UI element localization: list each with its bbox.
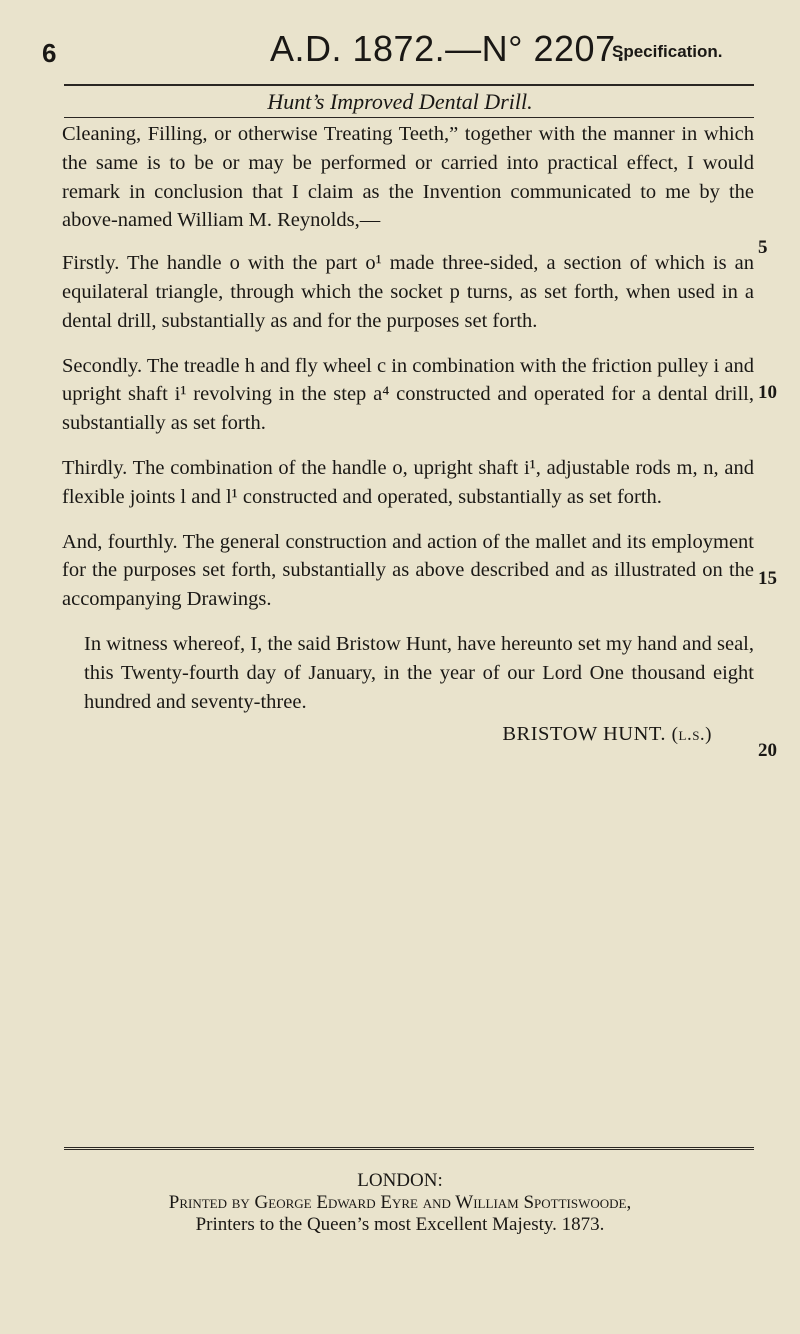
colophon-printers: Printers to the Queen’s most Excellent Majesty. 1873.	[195, 1214, 605, 1235]
colophon-city: LONDON:	[357, 1170, 443, 1191]
paragraph-firstly: Firstly. The handle o with the part o¹ made three-sided, a section of which is an equilateral triangle, through which the socket p turns, as set forth, when used in a dental drill, substantially as and for the purposes set forth.	[62, 252, 754, 332]
patent-title: A.D. 1872.—N° 2207.	[270, 28, 627, 69]
paragraph-witness: In witness whereof, I, the said Bristow Hunt, have hereunto set my hand and seal, this Twenty-fourth day of January, in the year of our Lord One thousand eight hundred and seventy-three.	[84, 632, 754, 713]
seal-mark: (l.s.)	[671, 724, 712, 746]
colophon-printed-by: Printed by George Edward Eyre and William Spottiswoode,	[168, 1192, 632, 1213]
colophon	[0, 1170, 800, 1236]
subtitle-rule	[64, 117, 754, 118]
page-header	[0, 28, 800, 78]
line-number-15: 15	[758, 568, 777, 589]
specification-label: Specification.	[612, 42, 723, 61]
line-number-10: 10	[758, 382, 777, 403]
line-number-20: 20	[758, 740, 777, 761]
paragraph-intro: Cleaning, Filling, or otherwise Treating Teeth,” together with the manner in which the same is to be or may be performed or carried into practical effect, I would remark in conclusion that I claim as the Invention communicated to me by the above-named William M. Reynolds,—	[62, 123, 754, 232]
paragraph-fourthly: And, fourthly. The general construction and action of the mallet and its employment for the purposes set forth, substantially as above described and as illustrated on the accompanying Drawings.	[62, 530, 754, 611]
specification-body	[62, 120, 754, 750]
signatory-name: BRISTOW HUNT.	[502, 723, 667, 746]
running-title: Hunt’s Improved Dental Drill.	[267, 89, 533, 114]
line-number-5: 5	[758, 237, 768, 258]
signature	[62, 720, 754, 750]
header-rule	[64, 84, 754, 86]
paragraph-thirdly: Thirdly. The combination of the handle o, upright shaft i¹, adjustable rods m, n, and flexible joints l and l¹ constructed and operated, substantially as set forth.	[62, 456, 754, 508]
footer-rule	[64, 1147, 754, 1150]
page-number: 6	[42, 38, 57, 68]
paragraph-secondly: Secondly. The treadle h and fly wheel c in combination with the friction pulley i and upright shaft i¹ revolving in the step a⁴ constructed and operated for a dental drill, substantially as set forth.	[62, 354, 754, 435]
